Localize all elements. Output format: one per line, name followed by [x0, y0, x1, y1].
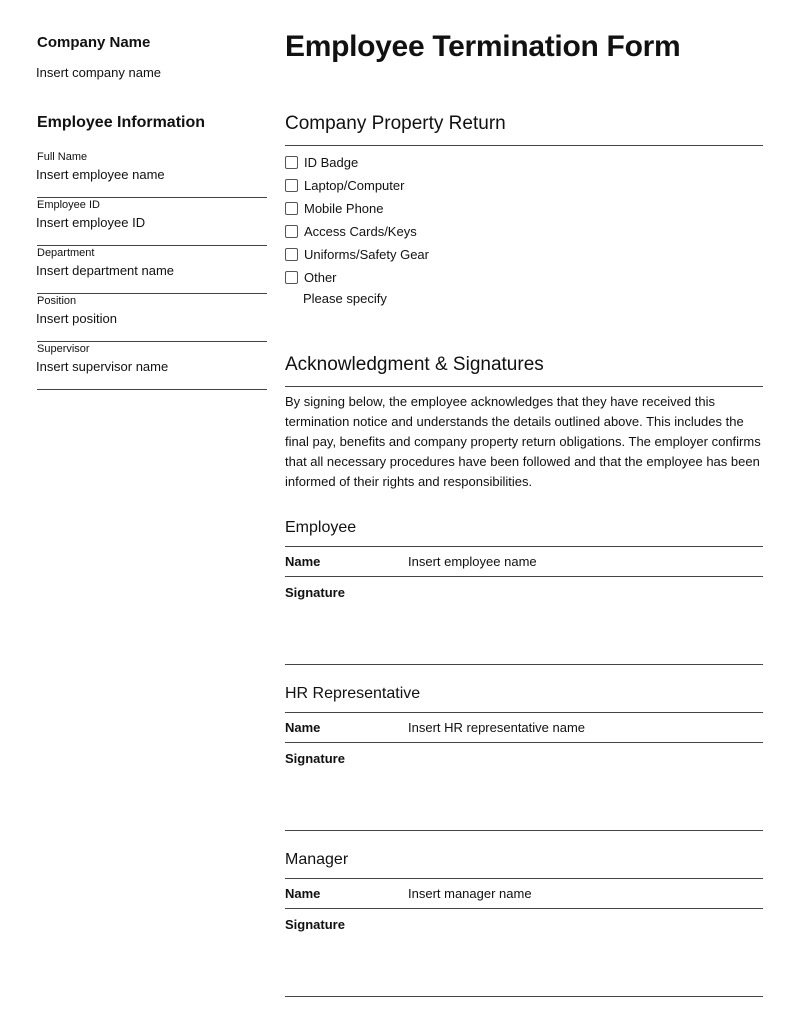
checkbox-id-badge[interactable] — [285, 151, 429, 174]
company-name-label: Company Name — [37, 34, 151, 51]
hr-signature-block — [285, 684, 763, 831]
field-value[interactable]: Insert employee ID — [36, 215, 146, 230]
checkbox-icon[interactable] — [285, 248, 298, 261]
signer-role: Manager — [285, 850, 763, 879]
employee-id-field[interactable] — [37, 198, 267, 246]
signer-name-field[interactable]: Insert employee name — [408, 554, 537, 569]
manager-signature-block — [285, 850, 763, 997]
field-label: Supervisor — [37, 343, 90, 355]
checkbox-icon[interactable] — [285, 202, 298, 215]
checkbox-laptop[interactable] — [285, 174, 429, 197]
field-value[interactable]: Insert employee name — [36, 167, 165, 182]
field-label: Full Name — [37, 151, 88, 163]
field-value[interactable]: Insert department name — [36, 263, 175, 278]
checkbox-icon[interactable] — [285, 179, 298, 192]
field-value[interactable]: Insert position — [36, 311, 117, 326]
acknowledgment-heading: Acknowledgment & Signatures — [285, 354, 763, 387]
checkbox-label: Laptop/Computer — [304, 178, 405, 193]
employee-info-heading: Employee Information — [37, 114, 206, 131]
signature-field[interactable] — [285, 577, 763, 665]
checkbox-label: Uniforms/Safety Gear — [304, 247, 429, 262]
name-label: Name — [285, 554, 321, 569]
supervisor-field[interactable] — [37, 342, 267, 390]
property-checklist — [285, 151, 429, 306]
name-label: Name — [285, 886, 321, 901]
checkbox-mobile-phone[interactable] — [285, 197, 429, 220]
checkbox-label: Access Cards/Keys — [304, 224, 417, 239]
full-name-field[interactable] — [37, 150, 267, 198]
signature-label: Signature — [285, 751, 345, 766]
signer-name-field[interactable]: Insert manager name — [408, 886, 532, 901]
signature-label: Signature — [285, 917, 345, 932]
checkbox-icon[interactable] — [285, 225, 298, 238]
checkbox-access-cards[interactable] — [285, 220, 429, 243]
signer-role: Employee — [285, 518, 763, 547]
checkbox-label: Other — [304, 270, 337, 285]
field-label: Department — [37, 247, 95, 259]
field-label: Employee ID — [37, 199, 100, 211]
position-field[interactable] — [37, 294, 267, 342]
department-field[interactable] — [37, 246, 267, 294]
checkbox-other[interactable] — [285, 266, 429, 289]
signer-role: HR Representative — [285, 684, 763, 713]
employee-info-fields — [37, 150, 267, 390]
field-label: Position — [37, 295, 77, 307]
checkbox-icon[interactable] — [285, 271, 298, 284]
employee-signature-block — [285, 518, 763, 665]
page-title: Employee Termination Form — [285, 30, 681, 63]
name-label: Name — [285, 720, 321, 735]
property-return-heading: Company Property Return — [285, 113, 763, 146]
checkbox-label: ID Badge — [304, 155, 359, 170]
field-value[interactable]: Insert supervisor name — [36, 359, 169, 374]
signer-name-field[interactable]: Insert HR representative name — [408, 720, 586, 735]
signature-field[interactable] — [285, 743, 763, 831]
signature-label: Signature — [285, 585, 345, 600]
checkbox-label: Mobile Phone — [304, 201, 384, 216]
acknowledgment-text: By signing below, the employee acknowledges that they have received this termination notice and understands the details outlined above. This includes the final pay, benefits and company property return obligations. The employer confirms that all necessary procedures have been followed and that the employee has been informed of their rights and responsibilities. — [285, 394, 761, 489]
other-specify-field[interactable]: Please specify — [303, 291, 387, 306]
checkbox-uniforms[interactable] — [285, 243, 429, 266]
signature-field[interactable] — [285, 909, 763, 997]
company-name-field[interactable]: Insert company name — [36, 65, 162, 80]
checkbox-icon[interactable] — [285, 156, 298, 169]
